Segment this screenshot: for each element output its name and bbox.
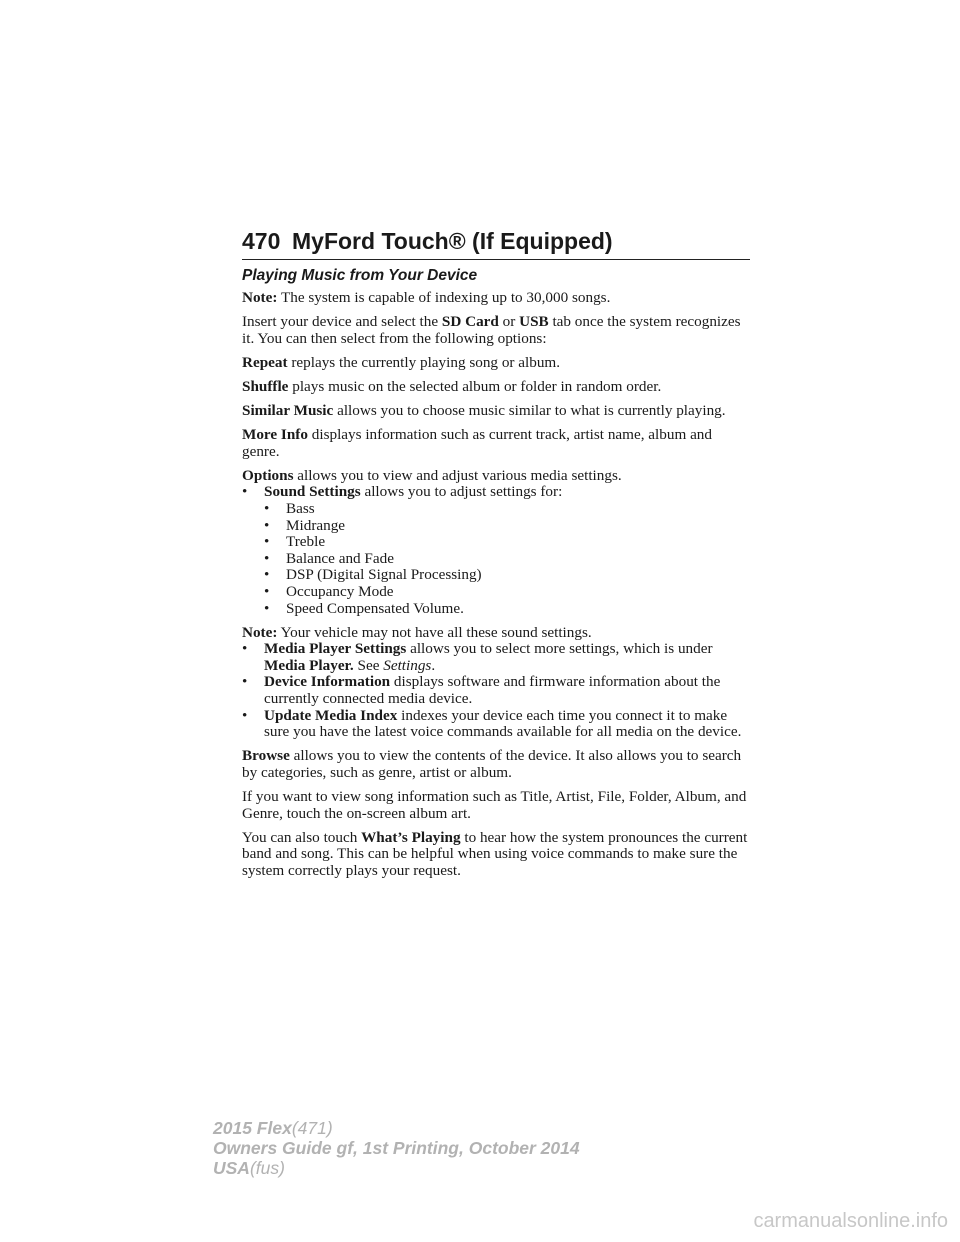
main-content [242, 290, 750, 887]
note-sound-paragraph: Note: Your vehicle may not have all these sound settings. [242, 623, 592, 641]
repeat-paragraph: Repeat replays the currently playing song or album. [242, 353, 561, 371]
update-media-index-item: • Update Media Index indexes your device each time you connect it to make sure you have the latest voice commands available for all media on the device. [242, 708, 750, 741]
footer-line-1: 2015 Flex(471) [213, 1118, 333, 1138]
media-player-settings-item: • Media Player Settings allows you to select more settings, which is under Media Player. See Settings. [242, 641, 750, 674]
sound-item: • Bass [242, 501, 750, 518]
whats-playing-paragraph: You can also touch What’s Playing to hear how the system pronounces the current band and song. This can be helpful when using voice commands to make sure the system correctly plays your request. [242, 828, 748, 879]
footer-line-2: Owners Guide gf, 1st Printing, October 2014 [213, 1138, 580, 1158]
sound-item: • Balance and Fade [242, 551, 750, 568]
sound-item: • Occupancy Mode [242, 584, 750, 601]
shuffle-paragraph: Shuffle plays music on the selected album or folder in random order. [242, 377, 662, 395]
browse-paragraph: Browse allows you to view the contents of the device. It also allows you to search by categories, such as genre, artist or album. [242, 747, 742, 781]
sound-item: • Treble [242, 534, 750, 551]
chapter-title: MyFord Touch® (If Equipped) [292, 228, 613, 254]
sound-settings-item: • Sound Settings allows you to adjust settings for: [242, 484, 750, 501]
sound-item: • Speed Compensated Volume. [242, 601, 750, 618]
section-title: Playing Music from Your Device [242, 267, 478, 284]
page-header [242, 228, 750, 260]
sound-item: • DSP (Digital Signal Processing) [242, 567, 750, 584]
song-info-paragraph: If you want to view song information such as Title, Artist, File, Folder, Album, and Genre, touch the on-screen album art. [242, 787, 747, 822]
options-paragraph: Options allows you to view and adjust various media settings. [242, 466, 622, 484]
similar-music-paragraph: Similar Music allows you to choose music similar to what is currently playing. [242, 401, 726, 419]
more-info-paragraph: More Info displays information such as current track, artist name, album and genre. [242, 426, 712, 460]
page-number: 470 [242, 228, 281, 254]
print-footer [213, 1118, 580, 1178]
header-rule [242, 259, 750, 260]
device-information-item: • Device Information displays software and firmware information about the currently connected media device. [242, 674, 750, 707]
insert-paragraph: Insert your device and select the SD Card or USB tab once the system recognizes it. You can then select from the following options: [242, 313, 741, 347]
sound-item: • Midrange [242, 518, 750, 535]
footer-line-3: USA(fus) [213, 1158, 285, 1178]
watermark: carmanualsonline.info [753, 1210, 948, 1232]
note-paragraph: Note: The system is capable of indexing up to 30,000 songs. [242, 289, 611, 306]
